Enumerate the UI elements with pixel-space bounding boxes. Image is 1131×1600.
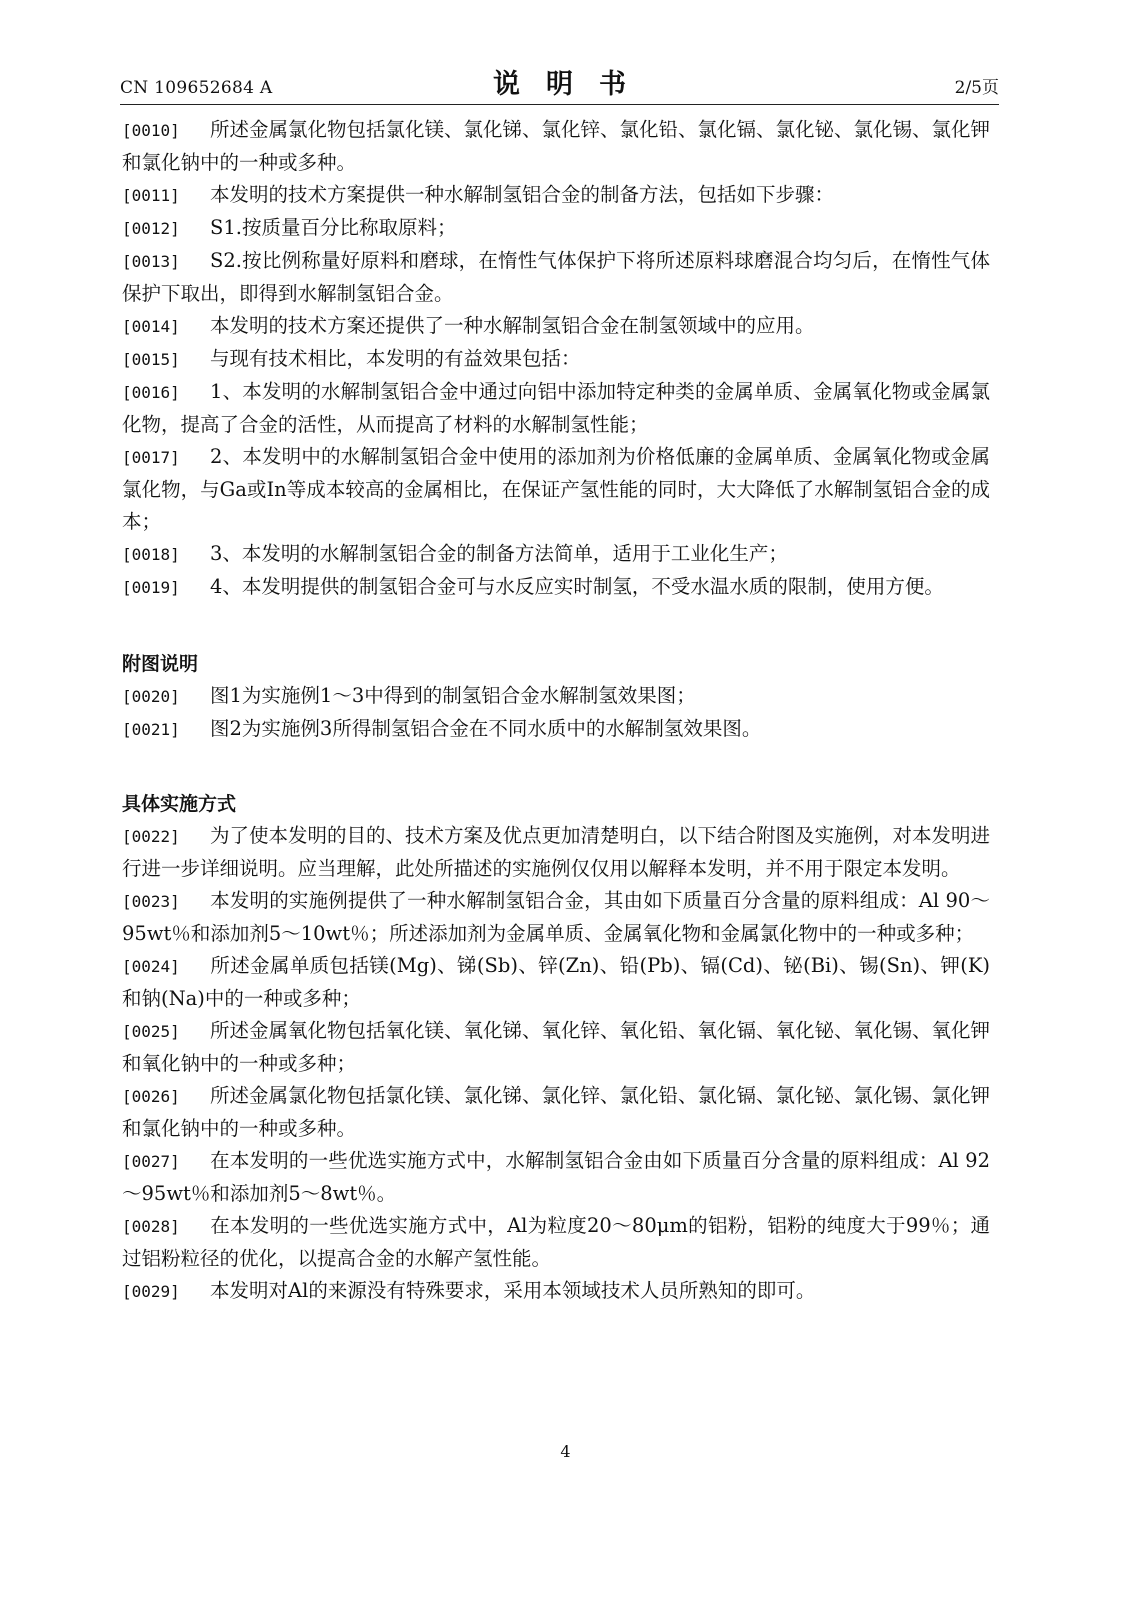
paragraph: [122, 885, 990, 950]
paragraph: [122, 245, 990, 310]
paragraph-text: S2.按比例称量好原料和磨球，在惰性气体保护下将所述原料球磨混合均匀后，在惰性气体保护下取出，即得到水解制氢铝合金。: [122, 249, 990, 305]
patent-number: CN 109652684 A: [120, 78, 273, 98]
paragraph-number: [0012]: [122, 219, 180, 238]
paragraph: [122, 310, 990, 343]
paragraph: [122, 680, 990, 713]
paragraph: [122, 538, 990, 571]
paragraph-text: 1、本发明的水解制氢铝合金中通过向铝中添加特定种类的金属单质、金属氧化物或金属氯化物，提高了合金的活性，从而提高了材料的水解制氢性能；: [122, 380, 990, 436]
paragraph-number: [0011]: [122, 186, 180, 205]
page-number: 4: [560, 1442, 571, 1461]
paragraph: [122, 441, 990, 538]
paragraph: [122, 179, 990, 212]
paragraph-text: 3、本发明的水解制氢铝合金的制备方法简单，适用于工业化生产；: [210, 542, 788, 565]
paragraph-number: [0019]: [122, 578, 180, 597]
paragraph-number: [0023]: [122, 892, 180, 911]
paragraph-number: [0013]: [122, 252, 180, 271]
document-body: [122, 114, 990, 1308]
paragraph-text: 图2为实施例3所得制氢铝合金在不同水质中的水解制氢效果图。: [210, 717, 762, 740]
paragraph-number: [0024]: [122, 957, 180, 976]
page-of-indicator: 2/5页: [954, 78, 999, 98]
paragraph: [122, 1210, 990, 1275]
paragraph: [122, 1080, 990, 1145]
paragraph: [122, 1275, 990, 1308]
page-header: [120, 62, 999, 104]
paragraph: [122, 571, 990, 604]
section-figures: [122, 648, 990, 746]
paragraph-number: [0027]: [122, 1152, 180, 1171]
paragraph-number: [0014]: [122, 317, 180, 336]
paragraph-text: 在本发明的一些优选实施方式中，水解制氢铝合金由如下质量百分含量的原料组成：Al 92～95wt％和添加剂5～8wt％。: [122, 1149, 990, 1205]
paragraph-text: 2、本发明中的水解制氢铝合金中使用的添加剂为价格低廉的金属单质、金属氧化物或金属氯化物，与Ga或In等成本较高的金属相比，在保证产氢性能的同时，大大降低了水解制氢铝合金的成本；: [122, 445, 990, 533]
paragraph: [122, 1015, 990, 1080]
section-heading: 具体实施方式: [122, 793, 237, 815]
paragraph-text: 本发明对Al的来源没有特殊要求，采用本领域技术人员所熟知的即可。: [210, 1279, 816, 1302]
paragraph: [122, 212, 990, 245]
section-spacer: [122, 604, 990, 648]
section-spacer: [122, 746, 990, 788]
paragraph-number: [0017]: [122, 448, 180, 467]
paragraph-text: 图1为实施例1～3中得到的制氢铝合金水解制氢效果图；: [210, 684, 696, 707]
paragraph: [122, 950, 990, 1015]
paragraph-number: [0010]: [122, 121, 180, 140]
paragraph-text: 为了使本发明的目的、技术方案及优点更加清楚明白，以下结合附图及实施例，对本发明进行进一步详细说明。应当理解，此处所描述的实施例仅仅用以解释本发明，并不用于限定本发明。: [122, 824, 991, 880]
paragraph: [122, 114, 990, 179]
paragraph-text: 4、本发明提供的制氢铝合金可与水反应实时制氢，不受水温水质的限制，使用方便。: [210, 575, 944, 598]
paragraph-number: [0020]: [122, 687, 180, 706]
paragraph-text: S1.按质量百分比称取原料；: [210, 216, 457, 239]
paragraph-number: [0028]: [122, 1217, 180, 1236]
paragraph: [122, 713, 990, 746]
header-rule: [120, 104, 999, 105]
paragraph-number: [0022]: [122, 827, 180, 846]
paragraph-number: [0021]: [122, 720, 180, 739]
section-heading: 附图说明: [122, 653, 199, 675]
paragraph-number: [0026]: [122, 1087, 180, 1106]
paragraph-number: [0025]: [122, 1022, 180, 1041]
paragraph: [122, 820, 990, 885]
paragraph-number: [0018]: [122, 545, 180, 564]
document-title: 说明书: [493, 69, 652, 100]
paragraph-text: 与现有技术相比，本发明的有益效果包括：: [210, 347, 581, 370]
paragraph-text: 所述金属氧化物包括氧化镁、氧化锑、氧化锌、氧化铅、氧化镉、氧化铋、氧化锡、氧化钾和氧化钠中的一种或多种；: [122, 1019, 991, 1075]
paragraph: [122, 343, 990, 376]
paragraph-text: 所述金属单质包括镁(Mg)、锑(Sb)、锌(Zn)、铅(Pb)、镉(Cd)、铋(Bi)、锡(Sn)、钾(K)和钠(Na)中的一种或多种；: [122, 954, 990, 1010]
paragraph-number: [0029]: [122, 1282, 180, 1301]
paragraph-text: 在本发明的一些优选实施方式中，Al为粒度20～80μm的铝粉，铝粉的纯度大于99％；通过铝粉粒径的优化，以提高合金的水解产氢性能。: [122, 1214, 990, 1270]
paragraph: [122, 1145, 990, 1210]
paragraphs-top: [122, 114, 990, 604]
paragraph-text: 本发明的实施例提供了一种水解制氢铝合金，其由如下质量百分含量的原料组成：Al 90～95wt％和添加剂5～10wt％；所述添加剂为金属单质、金属氧化物和金属氯化物中的一种或多种；: [122, 889, 990, 945]
section-embodiments: [122, 788, 990, 1308]
paragraph-text: 所述金属氯化物包括氯化镁、氯化锑、氯化锌、氯化铅、氯化镉、氯化铋、氯化锡、氯化钾和氯化钠中的一种或多种。: [122, 1084, 991, 1140]
paragraph-text: 本发明的技术方案提供一种水解制氢铝合金的制备方法，包括如下步骤：: [210, 183, 835, 206]
paragraph: [122, 376, 990, 441]
paragraph-text: 本发明的技术方案还提供了一种水解制氢铝合金在制氢领域中的应用。: [210, 314, 815, 337]
paragraph-number: [0015]: [122, 350, 180, 369]
paragraph-number: [0016]: [122, 383, 180, 402]
paragraph-text: 所述金属氯化物包括氯化镁、氯化锑、氯化锌、氯化铅、氯化镉、氯化铋、氯化锡、氯化钾和氯化钠中的一种或多种。: [122, 118, 991, 174]
